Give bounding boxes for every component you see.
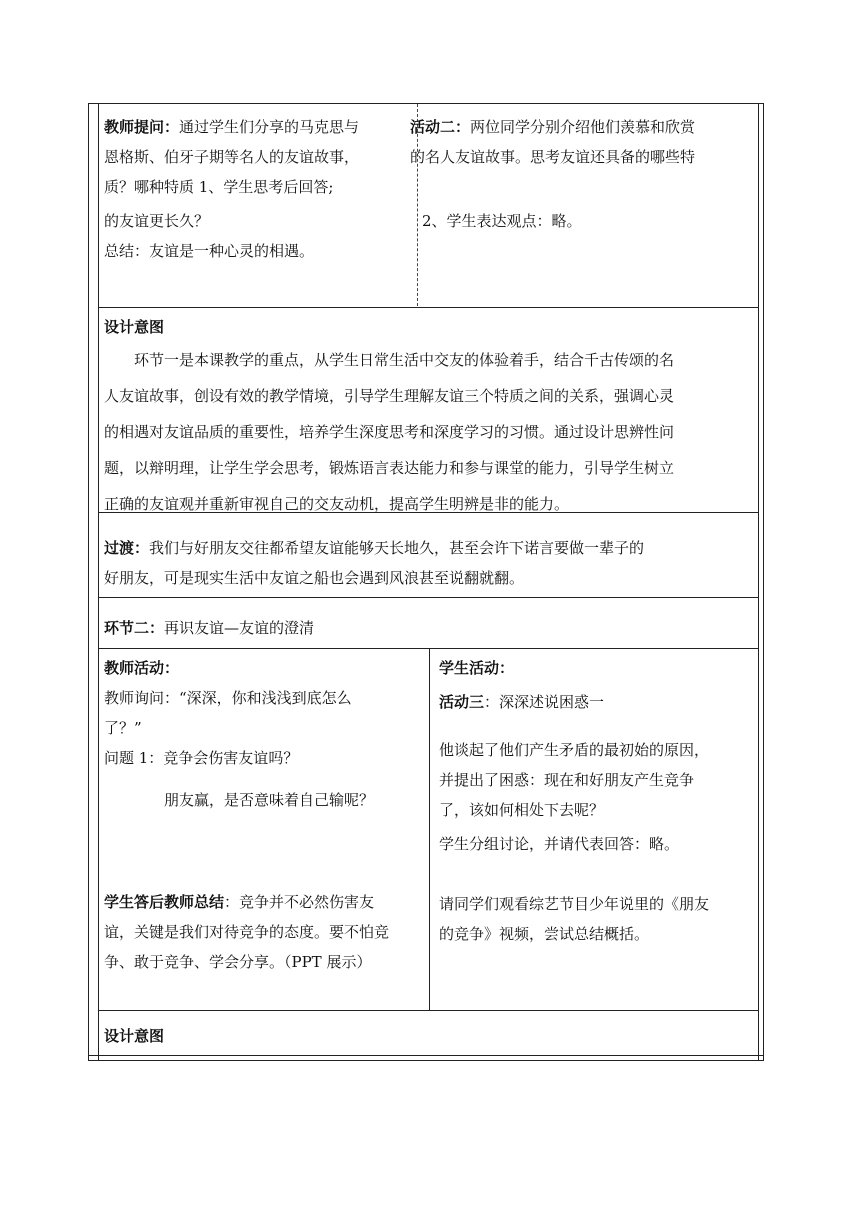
row1-right-line2: 的名人友谊故事。思考友谊还具备的哪些特 — [410, 148, 696, 166]
teacher-activity-cell — [104, 653, 424, 977]
section2-title-cell — [104, 613, 754, 643]
transition-label: 过渡： — [104, 539, 150, 557]
design-intent-1-line: 的相遇对友谊品质的重要性，培养学生深度思考和深度学习的习惯。通过设计思辨性问 — [104, 423, 675, 441]
teacher-ask-line1: 教师询问：“深深，你和浅浅到底怎么 — [104, 689, 352, 707]
row1-left-line2: 恩格斯、伯牙子期等名人的友谊故事， — [104, 148, 360, 166]
table-bottom-border — [88, 1055, 764, 1056]
teacher-question-1: 问题 1：竞争会伤害友谊吗？ — [104, 749, 299, 767]
section2-bottom-border — [98, 648, 758, 649]
student-para-line: 了，该如何相处下去呢？ — [439, 801, 605, 819]
activity3-text: ：深深述说困惑一 — [484, 693, 605, 711]
row1-left-line1: 通过学生们分享的马克思与 — [179, 118, 360, 136]
student-video-line1: 请同学们观看综艺节目少年说里的《朋友 — [439, 895, 710, 913]
design-intent-1-line: 题，以辩明理，让学生学会思考，锻炼语言表达能力和参与课堂的能力，引导学生树立 — [104, 459, 675, 477]
design-intent-1-line: 正确的友谊观并重新审视自己的交友动机，提高学生明辨是非的能力。 — [104, 495, 570, 513]
teacher-summary-line3: 争、敢于竞争、学会分享。（PPT 展示） — [104, 953, 372, 971]
design-intent-1-heading: 设计意图 — [104, 318, 165, 336]
row1-bottom-border — [98, 307, 758, 308]
design-intent-2-heading: 设计意图 — [104, 1027, 165, 1045]
section2-label: 环节二： — [104, 619, 165, 637]
row1-left-cell — [104, 112, 414, 266]
student-activity-heading: 学生活动： — [439, 659, 515, 677]
student-para-line: 他谈起了他们产生矛盾的最初始的原因， — [439, 741, 710, 759]
activity3-label: 活动三 — [439, 693, 485, 711]
student-activity-cell — [439, 653, 755, 949]
student-para-line: 并提出了困惑：现在和好朋友产生竞争 — [439, 771, 695, 789]
section2-title: 再识友谊—友谊的澄清 — [164, 619, 315, 637]
student-discussion: 学生分组讨论，并请代表回答：略。 — [439, 835, 680, 853]
teacher-summary-line1: ：竞争并不必然伤害友 — [224, 893, 375, 911]
design-intent-1 — [104, 312, 754, 522]
activity-divider — [429, 648, 430, 1010]
transition-cell — [104, 533, 754, 593]
teacher-summary-line2: 谊，关键是我们对待竞争的态度。要不怕竞 — [104, 923, 390, 941]
row1-right-cell — [410, 112, 755, 236]
row1-left-line4: 的友谊更长久？ — [104, 212, 210, 230]
activity2-label: 活动二： — [410, 118, 471, 136]
row1-left-line3: 质？哪种特质 1、学生思考后回答; — [104, 178, 334, 196]
teacher-ask-line2: 了？” — [104, 719, 142, 737]
row1-right-line3: 2、学生表达观点：略。 — [422, 212, 582, 230]
row1-left-summary: 总结：友谊是一种心灵的相遇。 — [104, 242, 315, 260]
design-intent-1-line: 环节一是本课教学的重点，从学生日常生活中交友的体验着手，结合千古传颂的名 — [134, 351, 675, 369]
activity-bottom-border — [98, 1010, 758, 1011]
student-video-line2: 的竞争》视频，尝试总结概括。 — [439, 925, 650, 943]
transition-bottom-border — [98, 597, 758, 598]
inner-right-border — [758, 103, 759, 1061]
design-intent-1-line: 人友谊故事，创设有效的教学情境，引导学生理解友谊三个特质之间的关系，强调心灵 — [104, 387, 675, 405]
design1-bottom-border — [98, 512, 758, 513]
teacher-question-label: 教师提问： — [104, 118, 180, 136]
teacher-summary-label: 学生答后教师总结 — [104, 893, 225, 911]
transition-line2: 好朋友，可是现实生活中友谊之船也会遇到风浪甚至说翻就翻。 — [104, 569, 525, 587]
teacher-question-2: 朋友赢，是否意味着自己输呢？ — [164, 791, 375, 809]
inner-left-border — [98, 103, 99, 1061]
teacher-activity-heading: 教师活动： — [104, 659, 180, 677]
row1-right-line1: 两位同学分别介绍他们羡慕和欣赏 — [470, 118, 696, 136]
transition-line1: 我们与好朋友交往都希望友谊能够天长地久，甚至会许下诺言要做一辈子的 — [149, 539, 645, 557]
design-intent-2 — [104, 1021, 754, 1051]
